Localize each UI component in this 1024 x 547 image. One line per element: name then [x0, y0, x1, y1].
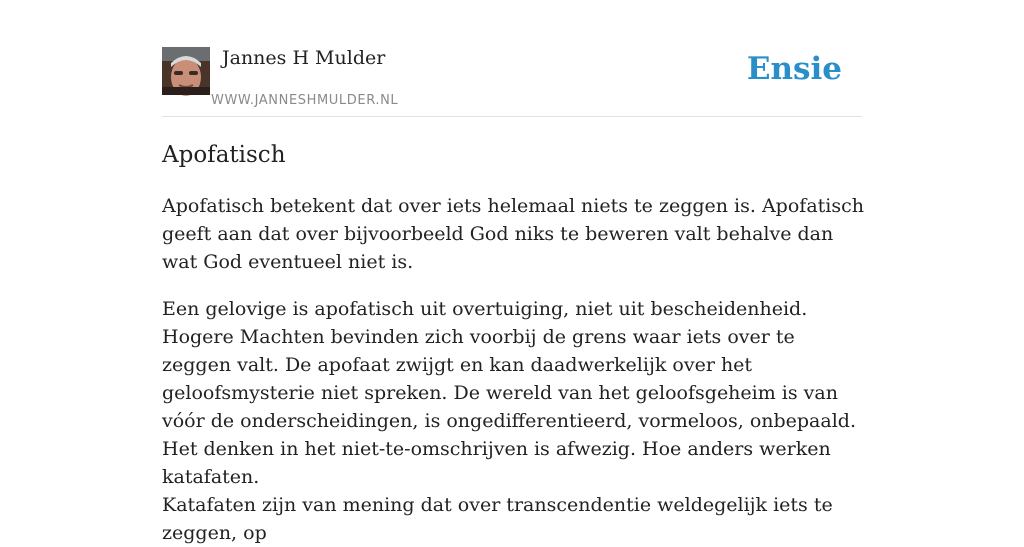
article-paragraph-1: Apofatisch betekent dat over iets helemaal niets te zeggen is. Apofatisch geeft aan dat over bijvoorbeeld God niks te beweren valt behalve dan wat God eventueel niet is.	[162, 195, 864, 273]
header	[162, 0, 862, 117]
author-website-link[interactable]: WWW.JANNESHMULDER.NL	[211, 93, 399, 108]
author-name[interactable]: Jannes H Mulder	[222, 47, 386, 69]
article-title: Apofatisch	[162, 142, 286, 168]
ensie-page	[162, 0, 864, 544]
person-photo-icon	[162, 47, 210, 95]
article-paragraph-3: Katafaten zijn van mening dat over transcendentie weldegelijk iets te zeggen, op	[162, 494, 833, 544]
article-paragraph-2: Een gelovige is apofatisch uit overtuiging, niet uit bescheidenheid. Hogere Machten bevinden zich voorbij de grens waar iets over te zeggen valt. De apofaat zwijgt en kan daadwerkelijk over het geloofsmysterie niet spreken. De wereld van het geloofsgeheim is van vóór de onderscheidingen, is ongedifferentieerd, vormeloos, onbepaald. Het denken in het niet-te-omschrijven is afwezig. Hoe anders werken katafaten.	[162, 298, 856, 488]
ensie-logo[interactable]: Ensie	[746, 51, 842, 87]
avatar[interactable]	[162, 47, 210, 95]
